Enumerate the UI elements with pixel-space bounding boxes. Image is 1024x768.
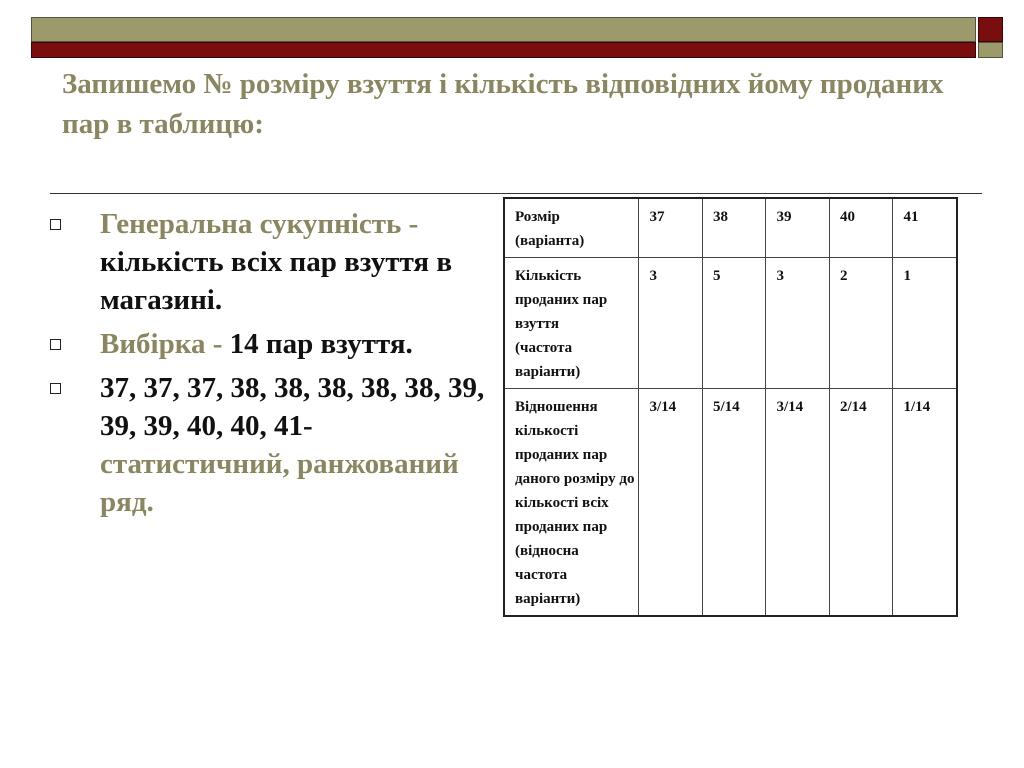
row-header-text: Розмір [515, 209, 560, 225]
square-bullet-icon [50, 219, 61, 230]
table-cell: 39 [766, 198, 830, 258]
bullet-term: Вибірка - [100, 328, 230, 360]
slide-title: Запишемо № розміру взуття і кількість відповідних йому проданих пар в таблицю: [62, 68, 944, 140]
row-header [504, 198, 639, 258]
table-cell: 2 [829, 258, 893, 389]
header-band-red [31, 42, 976, 58]
bullet-item-population [48, 205, 498, 319]
row-header-note: (відносна частота варіанти) [515, 543, 581, 607]
table-cell: 3 [639, 258, 703, 389]
bullet-definition: 14 пар взуття. [229, 328, 413, 360]
square-bullet-icon [50, 383, 61, 394]
bullet-list [48, 205, 498, 527]
table-cell: 3/14 [766, 389, 830, 617]
table-cell: 40 [829, 198, 893, 258]
row-header-text: Відношення кількості проданих пар даного розміру до кількості всіх проданих пар [515, 399, 635, 535]
row-header-text: Кількість проданих пар взуття [515, 268, 608, 332]
table-cell: 1/14 [893, 389, 957, 617]
table-cell: 38 [702, 198, 766, 258]
table-cell: 5/14 [702, 389, 766, 617]
header-square-red [978, 17, 1003, 42]
title-divider [50, 193, 982, 194]
table-row-relative-frequency [504, 389, 957, 617]
square-bullet-icon [50, 339, 61, 350]
header-square-olive [978, 42, 1003, 58]
bullet-term: Генеральна сукупність - [100, 208, 419, 240]
table-cell: 3/14 [639, 389, 703, 617]
table-cell: 41 [893, 198, 957, 258]
row-header-note: (варіанта) [515, 233, 585, 249]
row-header [504, 258, 639, 389]
bullet-series-values: 37, 37, 37, 38, 38, 38, 38, 38, 39, 39, 39, 40, 40, 41- [100, 372, 485, 442]
table-row-frequency [504, 258, 957, 389]
table-cell: 5 [702, 258, 766, 389]
table-cell: 3 [766, 258, 830, 389]
header-band-olive [31, 17, 976, 42]
table-cell: 37 [639, 198, 703, 258]
row-header [504, 389, 639, 617]
row-header-note: (частота варіанти) [515, 340, 581, 380]
table-row-size [504, 198, 957, 258]
bullet-definition: кількість всіх пар взуття в магазині. [100, 246, 453, 316]
bullet-item-sample [48, 325, 498, 363]
bullet-item-series [48, 369, 498, 521]
frequency-table [503, 197, 958, 617]
bullet-series-label: статистичний, ранжований ряд. [100, 448, 459, 518]
table-cell: 1 [893, 258, 957, 389]
table-cell: 2/14 [829, 389, 893, 617]
